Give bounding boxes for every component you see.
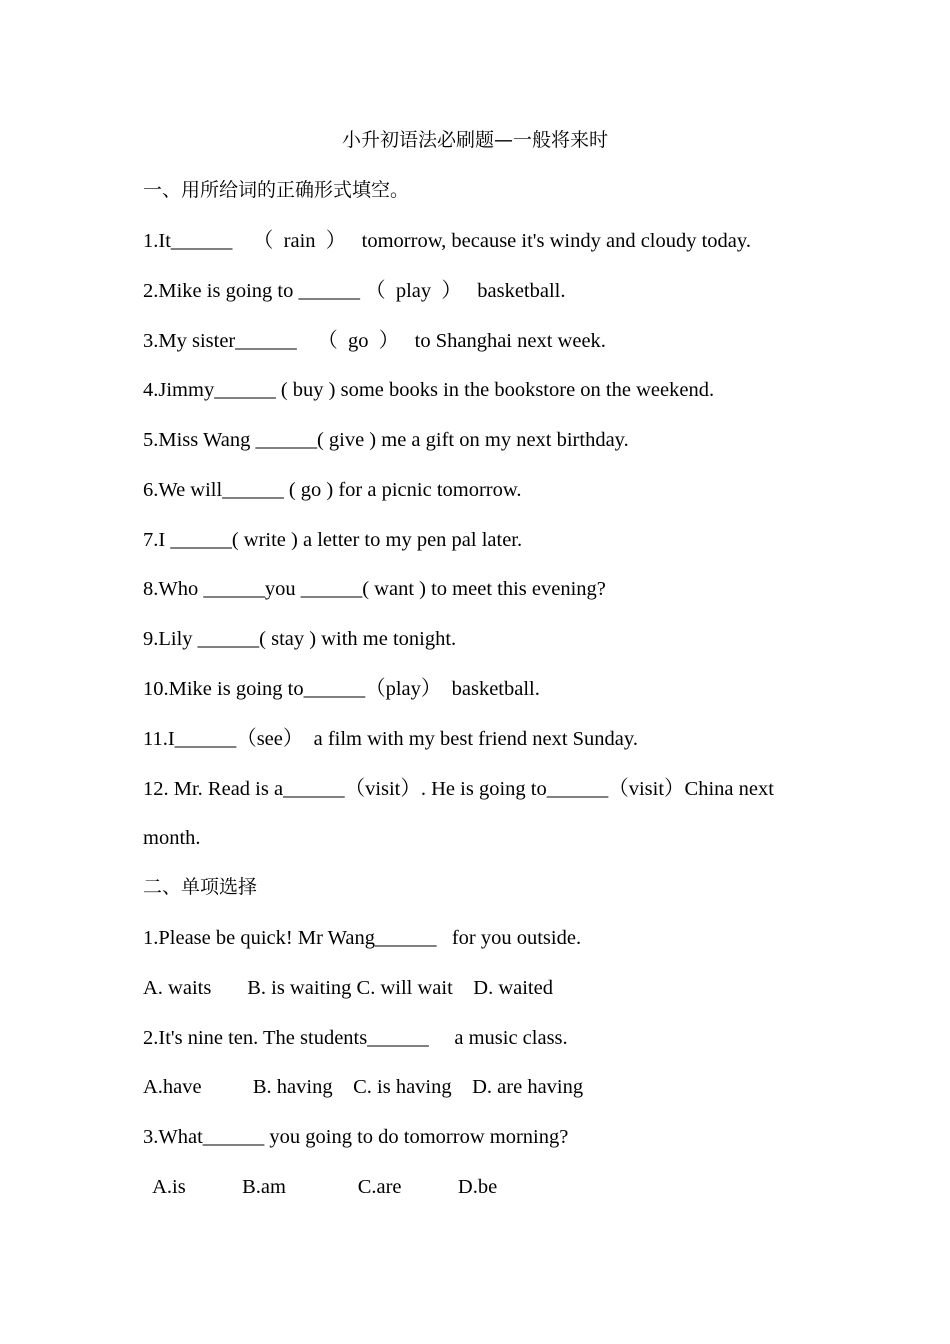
question-3: 3.My sister______ （ go ） to Shanghai next week.	[143, 330, 606, 352]
question-7: 7.I ______( write ) a letter to my pen pal later.	[143, 529, 523, 551]
question-8: 8.Who ______you ______( want ) to meet this evening?	[143, 578, 606, 600]
question-5: 5.Miss Wang ______( give ) me a gift on my next birthday.	[143, 429, 629, 451]
question-12: 12. Mr. Read is a______（visit）. He is going to______（visit）China next	[143, 778, 774, 800]
mc-options-2: A.have B. having C. is having D. are having	[143, 1076, 584, 1098]
mc-question-3: 3.What______ you going to do tomorrow morning?	[143, 1126, 569, 1148]
mc-question-2: 2.It's nine ten. The students______ a music class.	[143, 1027, 568, 1049]
question-10: 10.Mike is going to______（play） basketball.	[143, 678, 540, 700]
mc-options-3: A.is B.am C.are D.be	[143, 1176, 498, 1198]
question-2: 2.Mike is going to ______ （ play ） basketball.	[143, 280, 566, 302]
section-heading-multiple-choice: 二、单项选择	[143, 876, 258, 898]
question-12-continued: month.	[143, 827, 201, 849]
question-11: 11.I______（see） a film with my best friend next Sunday.	[143, 728, 638, 750]
mc-question-1: 1.Please be quick! Mr Wang______ for you outside.	[143, 927, 582, 949]
question-4: 4.Jimmy______ ( buy ) some books in the bookstore on the weekend.	[143, 379, 715, 401]
mc-options-1: A. waits B. is waiting C. will wait D. waited	[143, 977, 553, 999]
question-6: 6.We will______ ( go ) for a picnic tomorrow.	[143, 479, 522, 501]
question-1: 1.It______ （ rain ） tomorrow, because it's windy and cloudy today.	[143, 230, 751, 252]
section-heading-fill-in: 一、用所给词的正确形式填空。	[143, 179, 410, 201]
page-title: 小升初语法必刷题—一般将来时	[341, 129, 608, 151]
question-9: 9.Lily ______( stay ) with me tonight.	[143, 628, 457, 650]
